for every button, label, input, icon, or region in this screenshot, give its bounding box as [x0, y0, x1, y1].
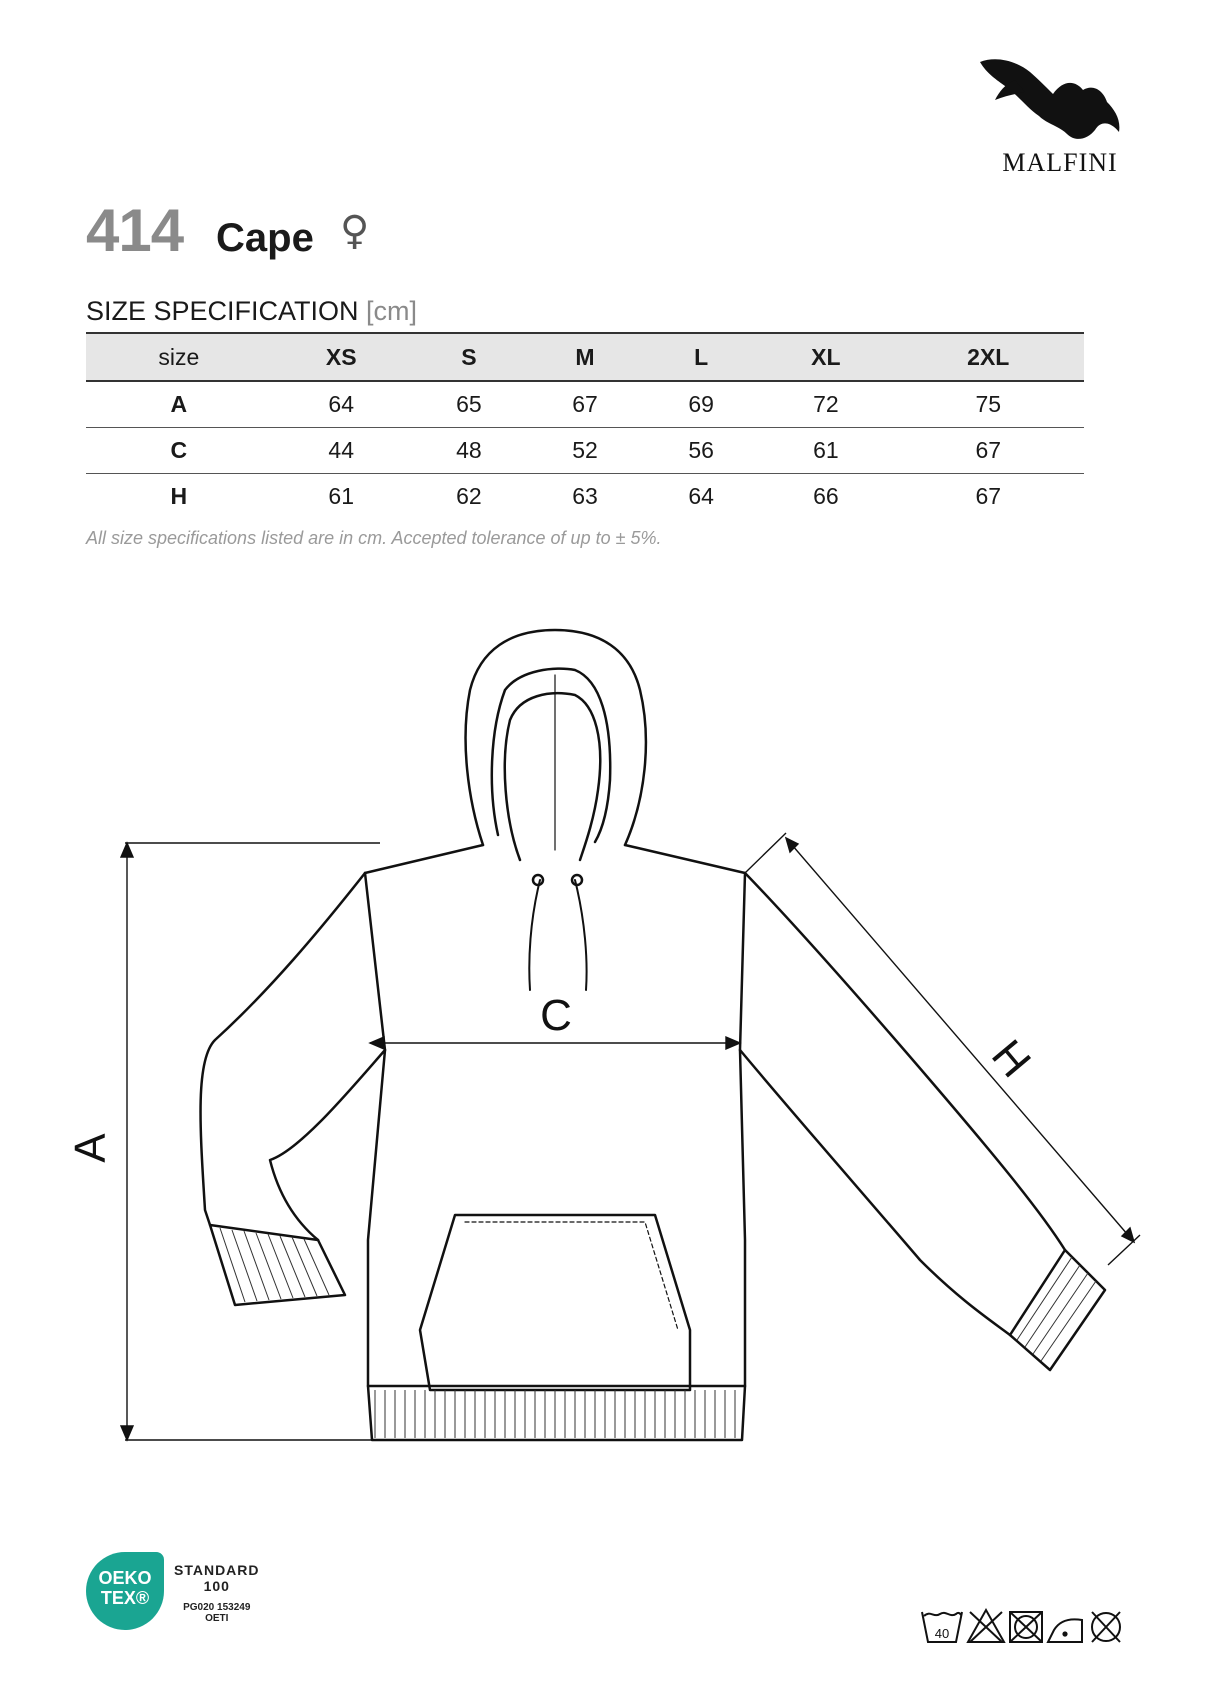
dimension-lines	[121, 833, 1140, 1440]
column-header: 2XL	[893, 333, 1084, 381]
size-table	[86, 332, 1084, 519]
oeko-badge-line1: OEKO	[98, 1568, 152, 1588]
model-name: Cape	[216, 216, 314, 260]
tolerance-note: All size specifications listed are in cm. Accepted tolerance of up to ± 5%.	[86, 528, 662, 548]
oeko-code: PG020 153249	[183, 1602, 251, 1613]
column-header: M	[527, 333, 643, 381]
table-row	[86, 474, 1084, 520]
model-number: 414	[86, 197, 184, 264]
table-cell: 61	[328, 483, 354, 509]
table-cell: 65	[411, 381, 527, 428]
eagle-icon	[975, 50, 1135, 150]
row-label: C	[86, 428, 272, 474]
iron-low-icon	[1048, 1619, 1082, 1642]
oeko-tex-certification	[86, 1552, 286, 1642]
table-header-row	[86, 333, 1084, 381]
table-cell: 63	[572, 483, 598, 509]
table-cell: 69	[643, 381, 759, 428]
table-cell: 62	[456, 483, 482, 509]
table-cell: 72	[759, 381, 892, 428]
oeko-badge-line2: TEX®	[100, 1588, 150, 1608]
table-cell: 61	[759, 428, 892, 474]
care-symbols	[920, 1604, 1140, 1648]
brand-logo	[955, 40, 1155, 180]
no-tumble-dry-icon	[1010, 1612, 1042, 1642]
column-header: XS	[272, 333, 411, 381]
dimension-h-label: H	[982, 1030, 1041, 1087]
oeko-details	[174, 1562, 260, 1624]
column-header: XL	[759, 333, 892, 381]
wash-temp: 40	[934, 1626, 950, 1641]
table-cell: 67	[975, 483, 1002, 509]
column-header: L	[643, 333, 759, 381]
table-cell: 48	[411, 428, 527, 474]
oeko-standard: STANDARD	[174, 1562, 260, 1578]
oeko-number: 100	[203, 1578, 230, 1594]
table-cell: 75	[893, 381, 1084, 428]
column-header: S	[411, 333, 527, 381]
row-label: A	[86, 381, 272, 428]
hoodie-outline	[201, 630, 1105, 1440]
wash-40-icon	[922, 1612, 962, 1642]
brand-name: MALFINI	[1002, 148, 1118, 177]
hoodie-diagram	[0, 560, 1220, 1460]
oeko-tex-badge	[86, 1552, 164, 1630]
spec-heading	[86, 296, 417, 327]
table-cell: 64	[272, 381, 411, 428]
spec-unit: [cm]	[366, 296, 418, 326]
table-cell: 56	[643, 428, 759, 474]
row-label: H	[170, 483, 188, 509]
no-dry-clean-icon	[1092, 1612, 1120, 1642]
female-gender-icon: ♀	[340, 208, 370, 254]
dimension-a-label: A	[66, 1133, 115, 1163]
oeko-institute: OETI	[205, 1613, 229, 1624]
table-cell: 44	[272, 428, 411, 474]
spec-heading-text: SIZE SPECIFICATION	[86, 296, 359, 326]
no-bleach-icon	[968, 1610, 1004, 1642]
table-row	[86, 381, 1084, 428]
table-cell: 67	[527, 381, 643, 428]
table-cell: 64	[688, 483, 714, 509]
dimension-c-label: C	[540, 991, 572, 1040]
table-cell: 52	[527, 428, 643, 474]
table-cell: 67	[893, 428, 1084, 474]
table-row	[86, 428, 1084, 474]
rib-texture	[220, 1228, 1096, 1438]
column-header: size	[86, 333, 272, 381]
table-cell: 66	[813, 483, 839, 509]
